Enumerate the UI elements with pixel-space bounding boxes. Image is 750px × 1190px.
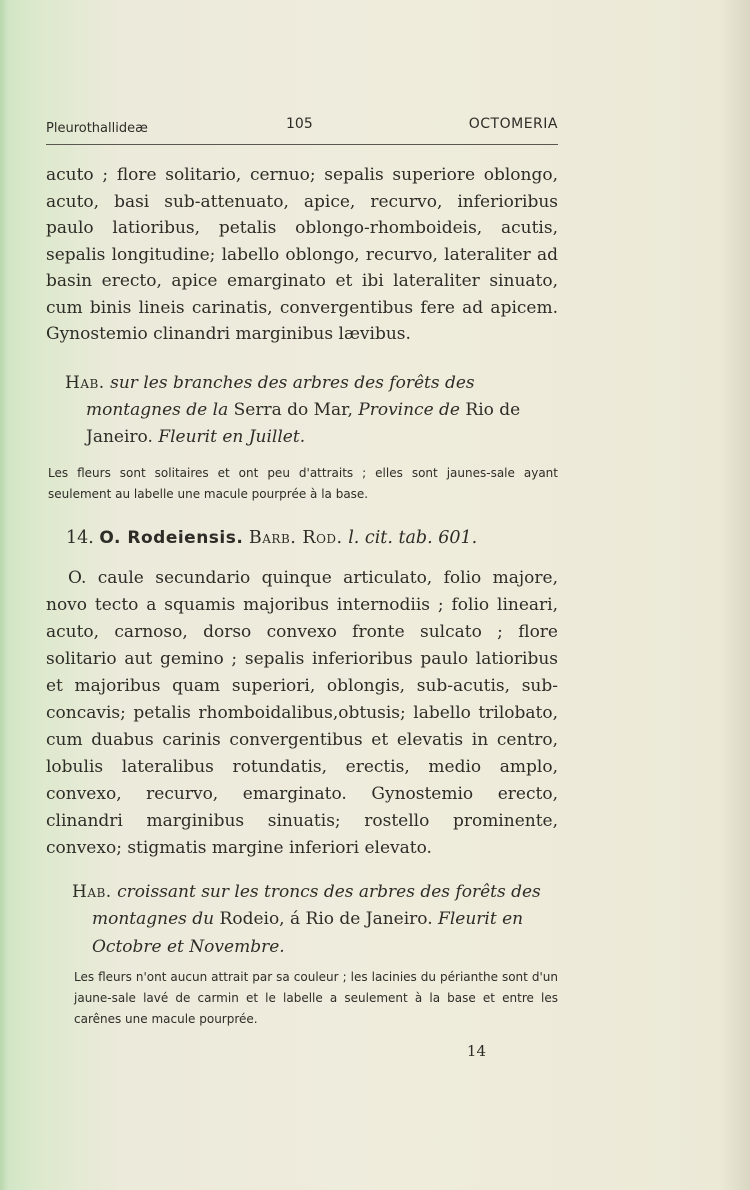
entry13-habitat xyxy=(46,370,558,451)
entry14-reference: l. cit. tab. 601. xyxy=(348,527,478,548)
entry14-habitat xyxy=(46,879,558,962)
header-genus: OCTOMERIA xyxy=(468,116,558,132)
entry14-author: Barb. Rod. xyxy=(248,527,343,548)
entry13-hab-text-2: Serra do Mar, xyxy=(233,399,353,420)
entry14-latin-description: O. caule secundario quinque articulato, folio majore, novo tecto a squamis majoribus internodiis ; folio lineari, acuto, carnoso, dorso convexo fronte sulcato ; flore solitario aut gemino ; sepalis inferioribus paulo latioribus et majoribus quam superiori, oblongis, sub-acutis, sub-concavis; petalis rhomboidalibus,obtusis; labello trilobato, cum duabus carinis convergentibus et elevatis in centro, lobulis lateralibus rotundatis, erectis, medio amplo, convexo, recurvo, emarginato. Gynostemio erecto, clinandri marginibus sinuatis; rostello prominente, convexo; stigmatis margine inferiori elevato. xyxy=(46,567,558,858)
entry13-flowering: Fleurit en Juillet. xyxy=(158,426,306,447)
header-rule xyxy=(46,144,558,145)
entry13-hab-text-3: Province de xyxy=(358,399,460,420)
entry13-hab-text-1: sur les branches des arbres des forêts des montagnes de la xyxy=(86,372,475,420)
entry13-latin-description: acuto ; flore solitario, cernuo; sepalis superiore oblongo, acuto, basi sub-attenuato, apice, recurvo, inferioribus paulo latioribus, petalis oblongo-rhomboideis, acutis, sepalis longitudine; labello oblongo, recurvo, lateraliter ad basin erecto, apice emarginato et ibi lateraliter sinuato, cum binis lineis carinatis, convergentibus fere ad apicem. Gynostemio clinandri marginibus lævibus. xyxy=(46,165,558,344)
entry14-name: O. Rodeiensis. xyxy=(99,527,244,548)
entry14-hab-text-2: Rodeio, á Rio de Janeiro. xyxy=(219,909,433,929)
page-content xyxy=(46,116,558,1060)
page-number: 105 xyxy=(286,116,313,132)
entry14-flowering: Fleurit en Octobre et Novembre. xyxy=(92,909,524,957)
entry14-number: 14. xyxy=(66,527,94,548)
header-family: Pleurothallideæ xyxy=(46,121,148,136)
entry14-heading xyxy=(46,525,558,551)
page-gutter xyxy=(0,0,10,1190)
entry13-hab-label: Hab. xyxy=(65,372,105,393)
entry13-hab-text-4: Rio de Janeiro. xyxy=(86,399,521,447)
entry14-note: Les fleurs n'ont aucun attrait par sa couleur ; les lacinies du périanthe sont d'un jaune-sale lavé de carmin et le labelle a seulement à la base et entre les carênes une macule pourprée. xyxy=(74,970,558,1026)
signature-mark: 14 xyxy=(466,1042,486,1060)
entry14-hab-label: Hab. xyxy=(72,881,112,902)
running-header xyxy=(46,116,558,142)
entry14-hab-text-1: croissant sur les troncs des arbres des forêts des montagnes du xyxy=(92,881,541,929)
entry13-note: Les fleurs sont solitaires et ont peu d'attraits ; elles sont jaunes-sale ayant seulement au labelle une macule pourprée à la base. xyxy=(48,465,558,501)
